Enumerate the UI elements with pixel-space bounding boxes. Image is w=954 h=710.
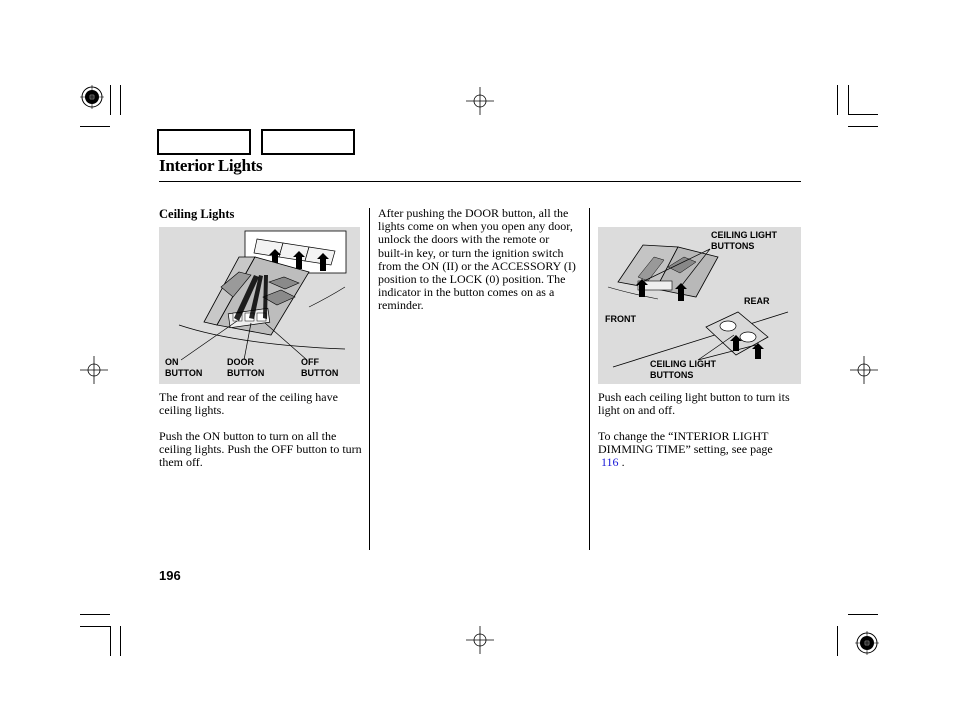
door-button-label: DOOR BUTTON <box>227 357 265 378</box>
middle-paragraph: After pushing the DOOR button, all the lights come on when you open any door, unlock the doors with the remote or built-in key, or turn the ignition switch from the ON (II) or the ACCESSORY (I) position to the LOCK (0) position. The indicator in the button comes on as a reminder. <box>378 206 576 313</box>
page-116-link[interactable]: 116 <box>601 455 619 470</box>
right-paragraph-2-text: To change the “INTERIOR LIGHT DIMMING TIME” setting, see page <box>598 429 773 457</box>
crosshair-icon <box>850 356 878 384</box>
crosshair-icon <box>80 356 108 384</box>
page-title: Interior Lights <box>159 156 263 175</box>
crosshair-icon <box>466 626 494 654</box>
right-paragraph-1: Push each ceiling light button to turn its light on and off. <box>598 390 790 418</box>
right-paragraph-2-suffix: . <box>618 455 625 470</box>
left-paragraph-2: Push the ON button to turn on all the ceiling lights. Push the OFF button to turn them off. <box>159 429 362 470</box>
nav-tab-1[interactable] <box>157 129 251 155</box>
registration-target-icon <box>80 85 104 109</box>
on-button-label: ON BUTTON <box>165 357 203 378</box>
front-label: FRONT <box>605 314 636 324</box>
registration-target-icon <box>855 631 879 655</box>
right-paragraph-2 <box>598 430 798 470</box>
rear-label: REAR <box>744 296 770 306</box>
left-paragraph-1: The front and rear of the ceiling have ceiling lights. <box>159 390 338 418</box>
off-button-label: OFF BUTTON <box>301 357 339 378</box>
ceiling-light-buttons-label-top: CEILING LIGHT BUTTONS <box>711 230 777 251</box>
ceiling-light-buttons-label-bottom: CEILING LIGHT BUTTONS <box>650 359 716 380</box>
section-heading: Ceiling Lights <box>159 207 235 221</box>
nav-tab-2[interactable] <box>261 129 355 155</box>
column-divider <box>369 208 370 550</box>
column-divider <box>589 208 590 550</box>
ceiling-light-switch-figure <box>159 227 360 384</box>
page-number: 196 <box>159 568 181 583</box>
ceiling-light-buttons-figure <box>598 227 801 384</box>
title-rule <box>159 181 801 182</box>
crosshair-icon <box>466 87 494 115</box>
